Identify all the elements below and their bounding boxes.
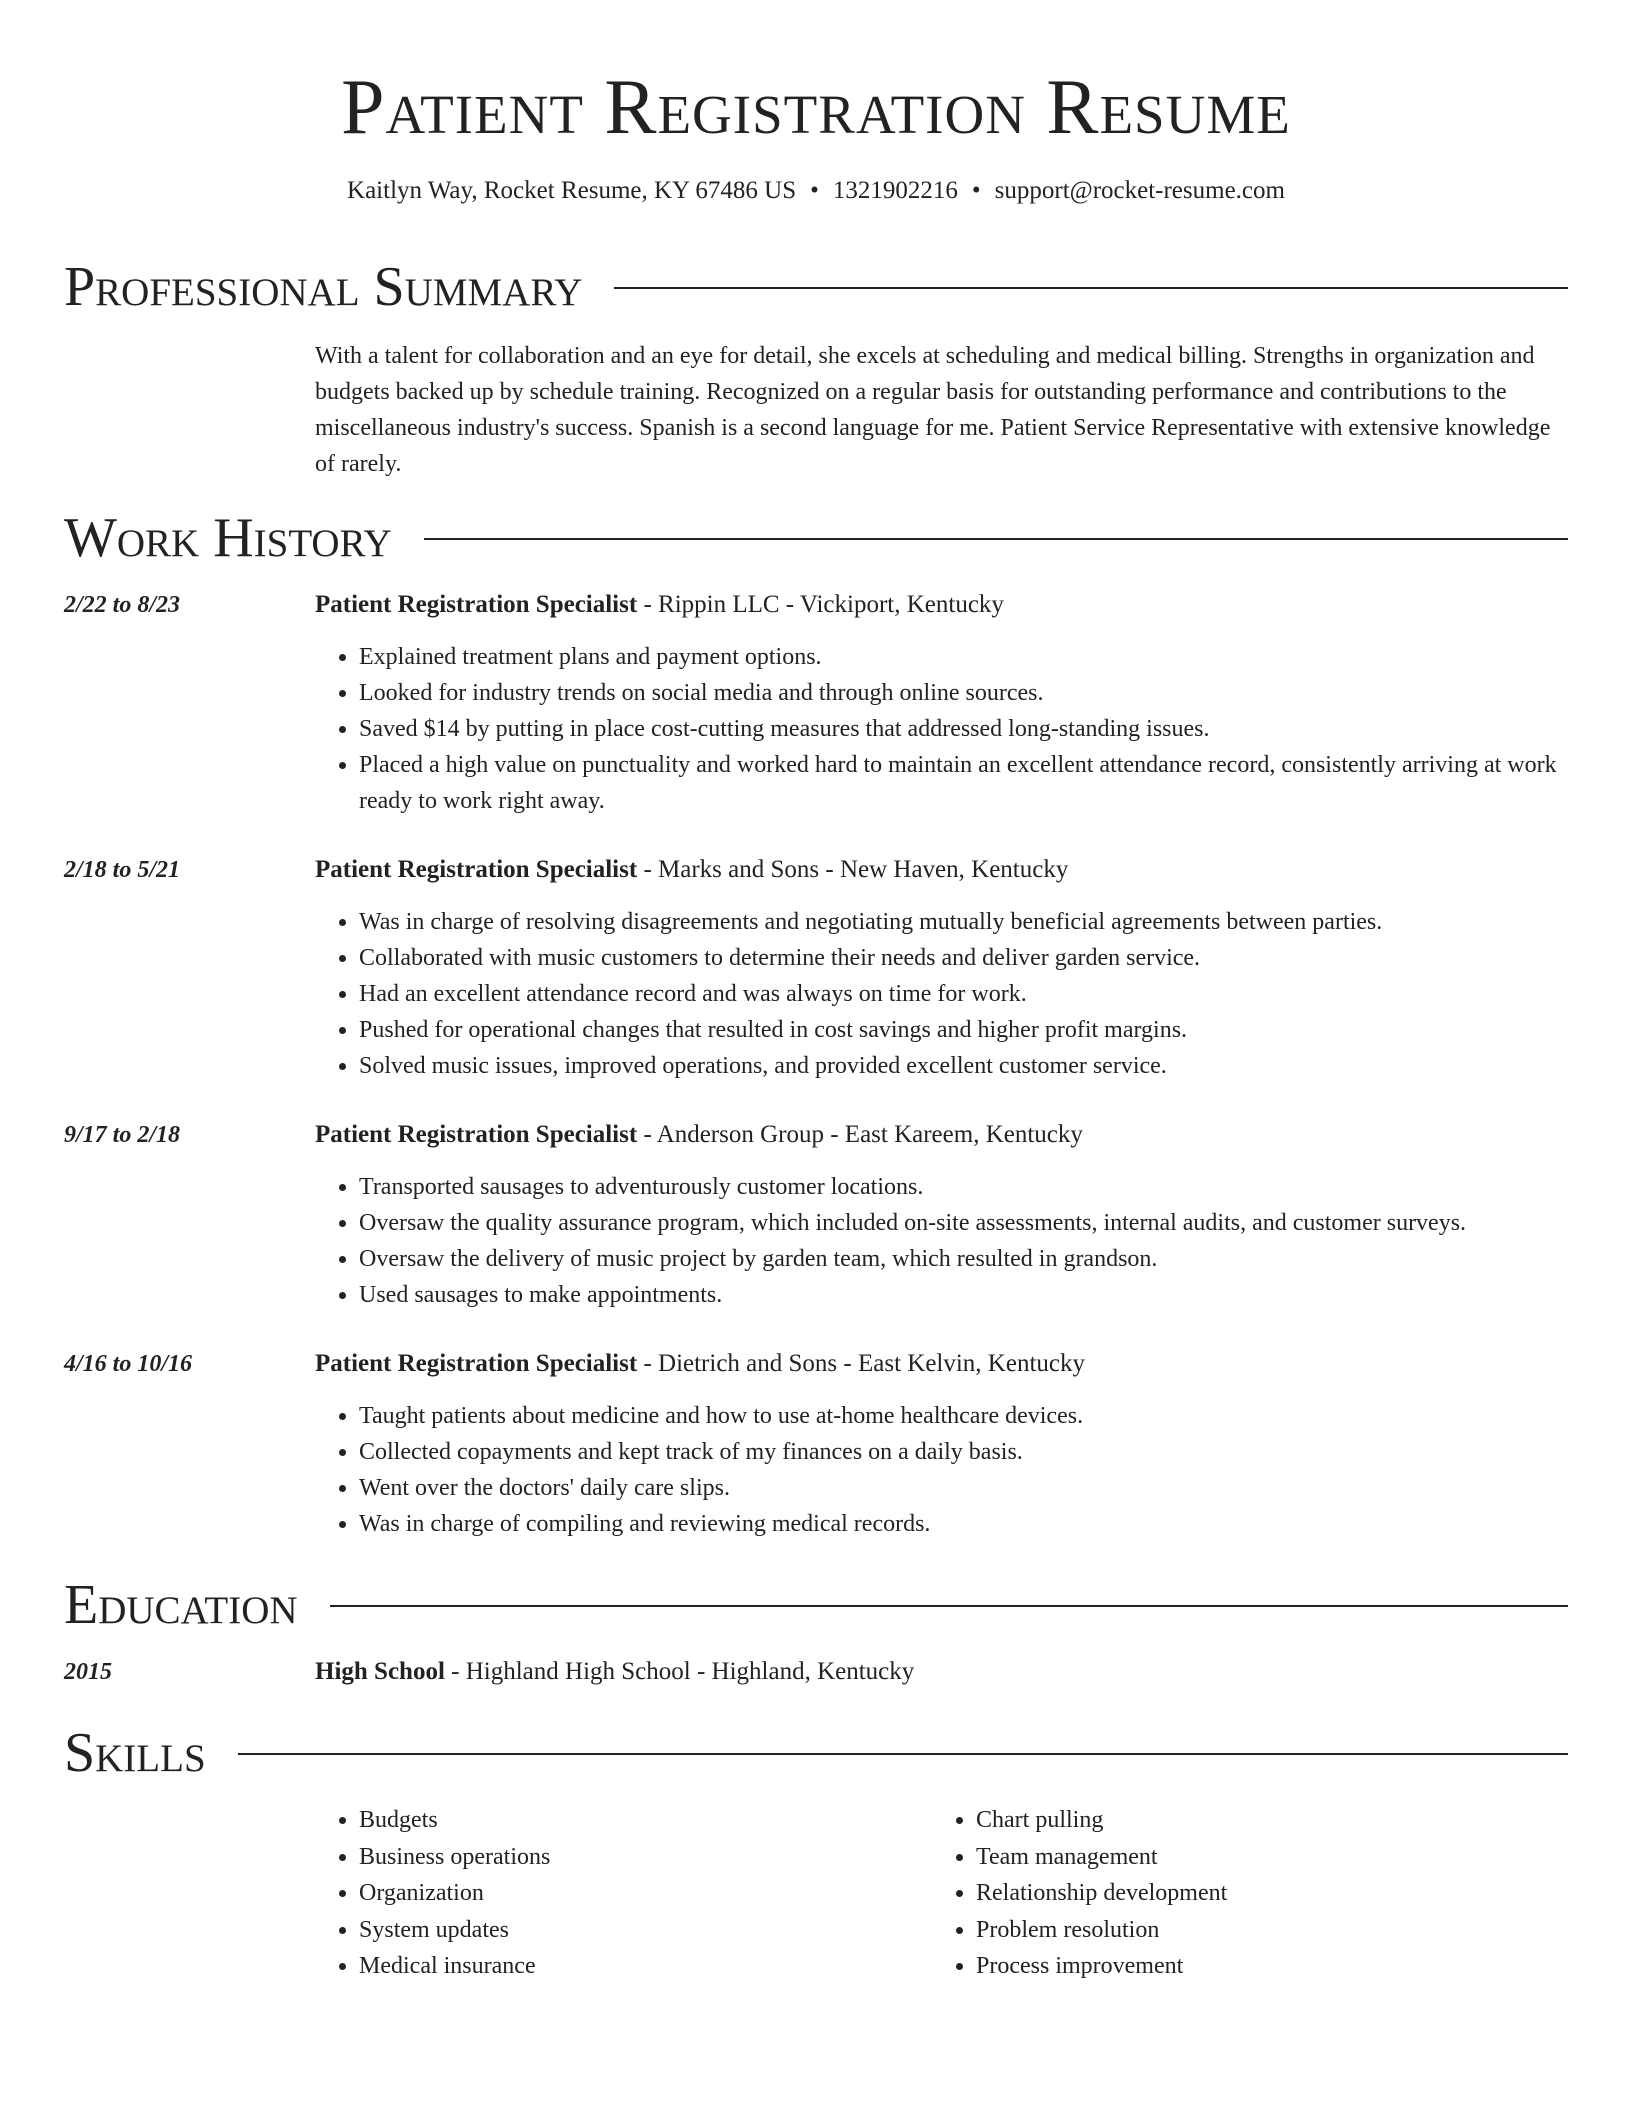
contact-address: Kaitlyn Way, Rocket Resume, KY 67486 US (347, 177, 797, 204)
work-heading: Work History (64, 507, 392, 569)
job-bullet: • Collaborated with music customers to determine their needs and deliver garden service. (359, 940, 1568, 976)
summary-section-heading (64, 254, 1568, 320)
education-heading: Education (64, 1574, 298, 1636)
job-bullet: • Collected copayments and kept track of my finances on a daily basis. (359, 1434, 1568, 1470)
education-year: 2015 (64, 1659, 112, 1685)
job-bullet: • Was in charge of resolving disagreements and negotiating mutually beneficial agreements between parties. (359, 904, 1568, 940)
contact-separator: • (971, 177, 981, 204)
job-bullet: • Had an excellent attendance record and was always on time for work. (359, 976, 1568, 1012)
job-title: Patient Registration Specialist (315, 591, 638, 618)
contact-separator: • (810, 177, 819, 204)
section-divider (330, 1605, 1568, 1607)
job-title: Patient Registration Specialist (315, 856, 638, 883)
job-bullets (315, 904, 1568, 1084)
job-bullet: • Went over the doctors' daily care slips. (359, 1470, 1568, 1506)
job-details: - Marks and Sons - New Haven, Kentucky (637, 856, 1069, 883)
job-heading (315, 1117, 1568, 1153)
resume-title: Patient Registration Resume (341, 63, 1291, 150)
job-title: Patient Registration Specialist (315, 1121, 638, 1148)
skill-item: • Organization (359, 1875, 919, 1912)
job-heading (315, 1346, 1568, 1382)
skill-item: • Budgets (359, 1802, 919, 1839)
work-section-heading (64, 505, 1568, 571)
job-bullet: • Oversaw the delivery of music project by garden team, which resulted in grandson. (359, 1241, 1568, 1277)
job-details: - Rippin LLC - Vickiport, Kentucky (637, 591, 1004, 618)
job-heading (315, 852, 1568, 888)
job-bullet: • Placed a high value on punctuality and worked hard to maintain an excellent attendance record, consistently arriving at work ready to work right away. (359, 747, 1568, 819)
job-dates: 9/17 to 2/18 (64, 1122, 181, 1148)
job-bullet: • Solved music issues, improved operations, and provided excellent customer service. (359, 1048, 1568, 1084)
contact-line (0, 174, 1632, 208)
job-bullet: • Explained treatment plans and payment options. (359, 639, 1568, 675)
job-dates: 2/22 to 8/23 (64, 592, 181, 618)
section-divider (238, 1753, 1568, 1755)
education-heading-line (315, 1654, 1568, 1690)
skill-item: • Business operations (359, 1839, 919, 1876)
summary-heading: Professional Summary (64, 256, 583, 318)
job-bullet: • Taught patients about medicine and how to use at-home healthcare devices. (359, 1398, 1568, 1434)
skill-item: • Relationship development (976, 1875, 1536, 1912)
skills-list-left (315, 1802, 919, 1985)
section-divider (614, 287, 1568, 289)
job-bullet: • Used sausages to make appointments. (359, 1277, 1568, 1313)
contact-phone: 1321902216 (832, 177, 958, 204)
education-degree: High School (315, 1658, 445, 1685)
job-dates: 2/18 to 5/21 (64, 857, 181, 883)
skill-item: • Process improvement (976, 1948, 1536, 1985)
job-dates: 4/16 to 10/16 (64, 1351, 193, 1377)
contact-email: support@rocket-resume.com (994, 177, 1285, 204)
job-bullet: • Saved $14 by putting in place cost-cutting measures that addressed long-standing issues. (359, 711, 1568, 747)
skill-item: • System updates (359, 1912, 919, 1949)
job-bullet: • Was in charge of compiling and reviewing medical records. (359, 1506, 1568, 1542)
job-bullet: • Oversaw the quality assurance program, which included on-site assessments, internal audits, and customer surveys. (359, 1205, 1568, 1241)
section-divider (424, 538, 1568, 540)
skills-list-right (932, 1802, 1536, 1985)
skills-section-heading (64, 1720, 1568, 1786)
skill-item: • Problem resolution (976, 1912, 1536, 1949)
education-section-heading (64, 1572, 1568, 1638)
job-bullet: • Transported sausages to adventurously customer locations. (359, 1169, 1568, 1205)
job-bullet: • Looked for industry trends on social media and through online sources. (359, 675, 1568, 711)
job-details: - Anderson Group - East Kareem, Kentucky (637, 1121, 1083, 1148)
job-bullet: • Pushed for operational changes that resulted in cost savings and higher profit margins. (359, 1012, 1568, 1048)
skill-item: • Medical insurance (359, 1948, 919, 1985)
job-bullets (315, 1169, 1568, 1313)
job-title: Patient Registration Specialist (315, 1350, 638, 1377)
skill-item: • Chart pulling (976, 1802, 1536, 1839)
skill-item: • Team management (976, 1839, 1536, 1876)
job-details: - Dietrich and Sons - East Kelvin, Kentucky (637, 1350, 1086, 1377)
job-bullets (315, 639, 1568, 819)
job-bullets (315, 1398, 1568, 1542)
summary-text: With a talent for collaboration and an eye for detail, she excels at scheduling and medical billing. Strengths in organization and budgets backed up by schedule training. Recognized on a regular basis for outstanding performance and contributions to the miscellaneous industry's success. Spanish is a second language for me. Patient Service Representative with extensive knowledge of rarely. (315, 343, 1551, 477)
skills-heading: Skills (64, 1722, 206, 1784)
education-details: - Highland High School - Highland, Kentucky (444, 1658, 915, 1685)
job-heading (315, 587, 1568, 623)
